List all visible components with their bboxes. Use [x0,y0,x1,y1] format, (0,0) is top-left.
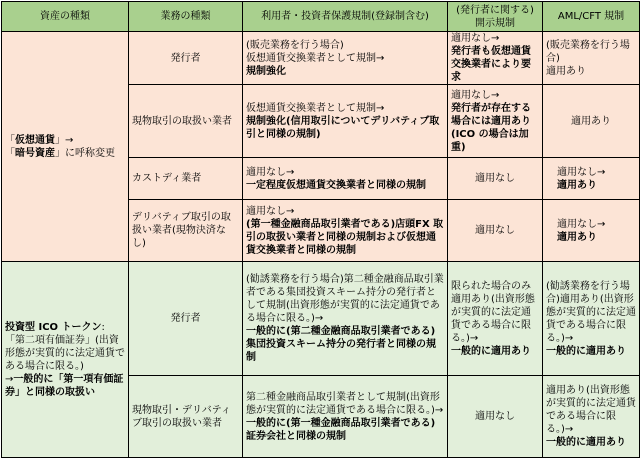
disclosure-cell: 適用なし [448,200,543,262]
business-derivatives: デリバティブ取引の取扱い業者(現物決済なし) [129,200,243,262]
aml-cell: (勧誘業務を行う場合)適用あり(出資形態が実質的に法定通貨である場合に限る。)→ 一般的に適用あり [543,262,640,376]
header-business-type: 業務の種類 [129,2,243,32]
asset-cell-ico: 投資型 ICO トークン: 「第二項有価証券」(出資形態が実質的に法定通貨である場合に限る。) →一般的に「第一項有価証券」と同様の取扱い [2,262,129,458]
header-row [2,2,640,32]
user-protection-cell: (勧誘業務を行う場合)第二種金融商品取引業者である集団投資スキーム持分の発行者として規制(出資形態が実質的に法定通貨である場合に限る。)→ 一般的に(第二種金融商品取引業者である)集団投資スキーム持分の発行者と同様の規制 [243,262,448,376]
table-row [2,262,640,376]
aml-cell: 適用あり [543,85,640,158]
user-protection-cell: 適用なし→ 一定程度仮想通貨交換業者と同様の規制 [243,158,448,200]
header-asset-type: 資産の種類 [2,2,129,32]
disclosure-cell: 限られた場合のみ適用あり(出資形態が実質的に法定通貨である場合に限る。)→ 一般的に適用あり [448,262,543,376]
user-protection-cell: (販売業務を行う場合) 仮想通貨交換業者として規制→ 規制強化 [243,32,448,85]
business-custody: カストディ業者 [129,158,243,200]
disclosure-cell: 適用なし→ 発行者も仮想通貨交換業者により要求 [448,32,543,85]
business-spot-trading: 現物取引の取扱い業者 [129,85,243,158]
header-user-protection: 利用者・投資者保護規制(登録制含む) [243,2,448,32]
business-issuer: 発行者 [129,32,243,85]
user-protection-cell: 仮想通貨交換業者として規制→ 規制強化(信用取引についてデリバティブ取引と同様の規制) [243,85,448,158]
business-issuer: 発行者 [129,262,243,376]
aml-cell: 適用なし→ 適用あり [543,200,640,262]
aml-cell: 適用あり(出資形態が実質的に法定通貨である場合に限る。)→ 一般的に適用あり [543,376,640,458]
user-protection-cell: 適用なし→ (第一種金融商品取引業者である)店頭FX 取引の取扱い業者と同様の規制および仮想通貨交換業者と同様の規制 [243,200,448,262]
header-aml: AML/CFT 規制 [543,2,640,32]
table-row [2,32,640,85]
regulation-table [1,1,640,458]
aml-cell: (販売業務を行う場合) 適用あり [543,32,640,85]
disclosure-cell: 適用なし→ 発行者が存在する場合には適用あり(ICO の場合は加重) [448,85,543,158]
user-protection-cell: 第二種金融商品取引業者として規制(出資形態が実質的に法定通貨である場合に限る。)→ 一般的に(第一種金融商品取引業者である)証券会社と同様の規制 [243,376,448,458]
header-disclosure: (発行者に関する) 開示規制 [448,2,543,32]
disclosure-cell: 適用なし [448,158,543,200]
disclosure-cell: 適用なし [448,376,543,458]
asset-cell-crypto: 「仮想通貨」→ 「暗号資産」に呼称変更 [2,32,129,262]
aml-cell: 適用なし→ 適用あり [543,158,640,200]
business-spot-derivatives: 現物取引・デリバティブ取引の取扱い業者 [129,376,243,458]
